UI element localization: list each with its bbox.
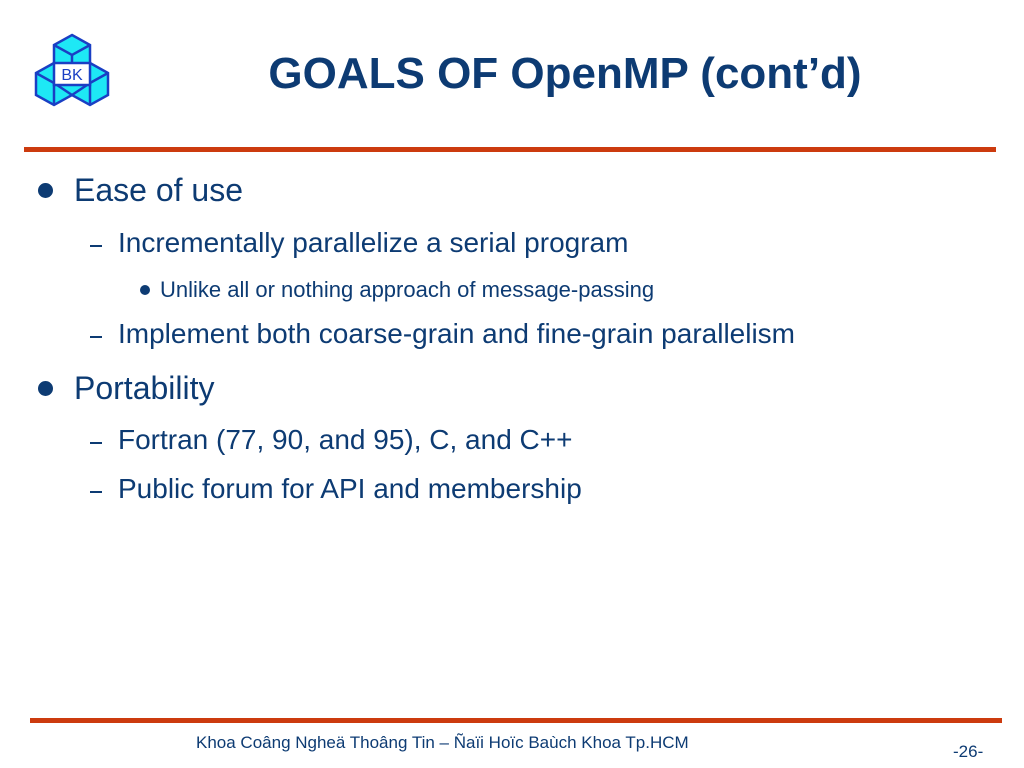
bullet-dash	[90, 491, 102, 493]
bullet-text: Incrementally parallelize a serial program	[118, 227, 629, 258]
bullet-text: Ease of use	[74, 172, 243, 208]
list-item	[90, 227, 628, 259]
list-item	[140, 277, 654, 303]
university-logo-icon	[30, 33, 114, 109]
bullet-text: Fortran (77, 90, and 95), C, and C++	[118, 424, 573, 455]
bullet-text: Public forum for API and membership	[118, 473, 582, 504]
bullet-dash	[90, 336, 102, 338]
list-item	[90, 424, 572, 456]
bullet-dot	[38, 183, 53, 198]
bullet-text: Implement both coarse-grain and fine-grain parallelism	[118, 318, 796, 349]
list-item	[38, 370, 215, 407]
bullet-dot	[38, 381, 53, 396]
page-title: GOALS OF OpenMP (cont’d)	[268, 49, 862, 98]
bullet-text: Unlike all or nothing approach of message-passing	[160, 277, 655, 302]
bullet-dash	[90, 245, 102, 247]
list-item	[90, 473, 582, 505]
footer-text: Khoa Coâng Ngheä Thoâng Tin – Ñaïi Hoïc Baùch Khoa Tp.HCM	[196, 733, 689, 752]
list-item	[90, 318, 795, 350]
bullet-dash	[90, 442, 102, 444]
bullet-text: Portability	[74, 370, 215, 406]
list-item	[38, 172, 243, 209]
bullet-dot	[140, 285, 150, 295]
footer-divider	[30, 718, 1002, 723]
page-number: -26-	[953, 742, 984, 761]
logo-text: BK	[61, 67, 83, 84]
header-divider	[24, 147, 996, 152]
